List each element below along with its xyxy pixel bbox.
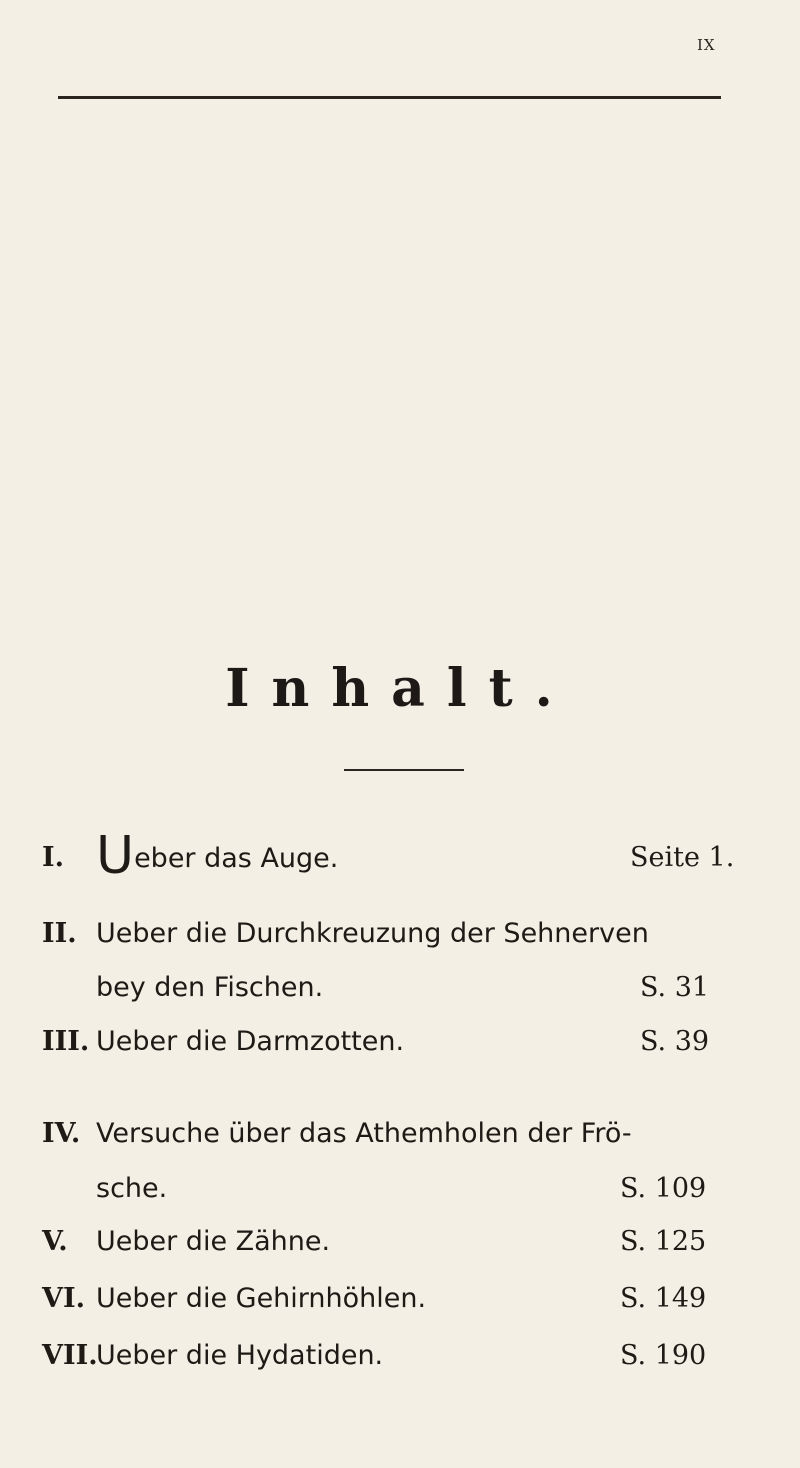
toc-numeral: III.	[42, 1026, 90, 1057]
toc-title	[96, 826, 339, 886]
toc-page: S. 109	[620, 1173, 707, 1204]
toc-page: S. 31	[640, 972, 710, 1003]
toc-numeral: IV.	[42, 1118, 81, 1149]
toc-page: S. 190	[620, 1340, 707, 1371]
toc-title: Ueber die Zähne.	[96, 1226, 331, 1257]
toc-numeral: VI.	[42, 1283, 85, 1314]
title-rule	[344, 769, 464, 771]
top-rule	[58, 96, 721, 99]
toc-title: Versuche über das Athemholen der Frö-	[96, 1118, 632, 1149]
drop-initial: U	[96, 826, 135, 886]
toc-page: S. 149	[620, 1283, 707, 1314]
toc-numeral: VII.	[42, 1340, 98, 1371]
page-title: Inhalt.	[225, 658, 575, 719]
toc-page: S. 125	[620, 1226, 707, 1257]
toc-numeral: I.	[42, 842, 65, 873]
toc-numeral: II.	[42, 918, 77, 949]
toc-title-rest: eber das Auge.	[134, 843, 339, 874]
toc-page: Seite 1.	[630, 842, 735, 873]
toc-title: Ueber die Hydatiden.	[96, 1340, 384, 1371]
toc-page: S. 39	[640, 1026, 710, 1057]
toc-title: Ueber die Durchkreuzung der Sehnerven	[96, 918, 649, 949]
toc-title-continuation: sche.	[96, 1173, 168, 1204]
toc-numeral: V.	[42, 1226, 68, 1257]
toc-title: Ueber die Darmzotten.	[96, 1026, 405, 1057]
toc-title: Ueber die Gehirnhöhlen.	[96, 1283, 427, 1314]
page-number: IX	[697, 36, 716, 54]
toc-title-continuation: bey den Fischen.	[96, 972, 324, 1003]
